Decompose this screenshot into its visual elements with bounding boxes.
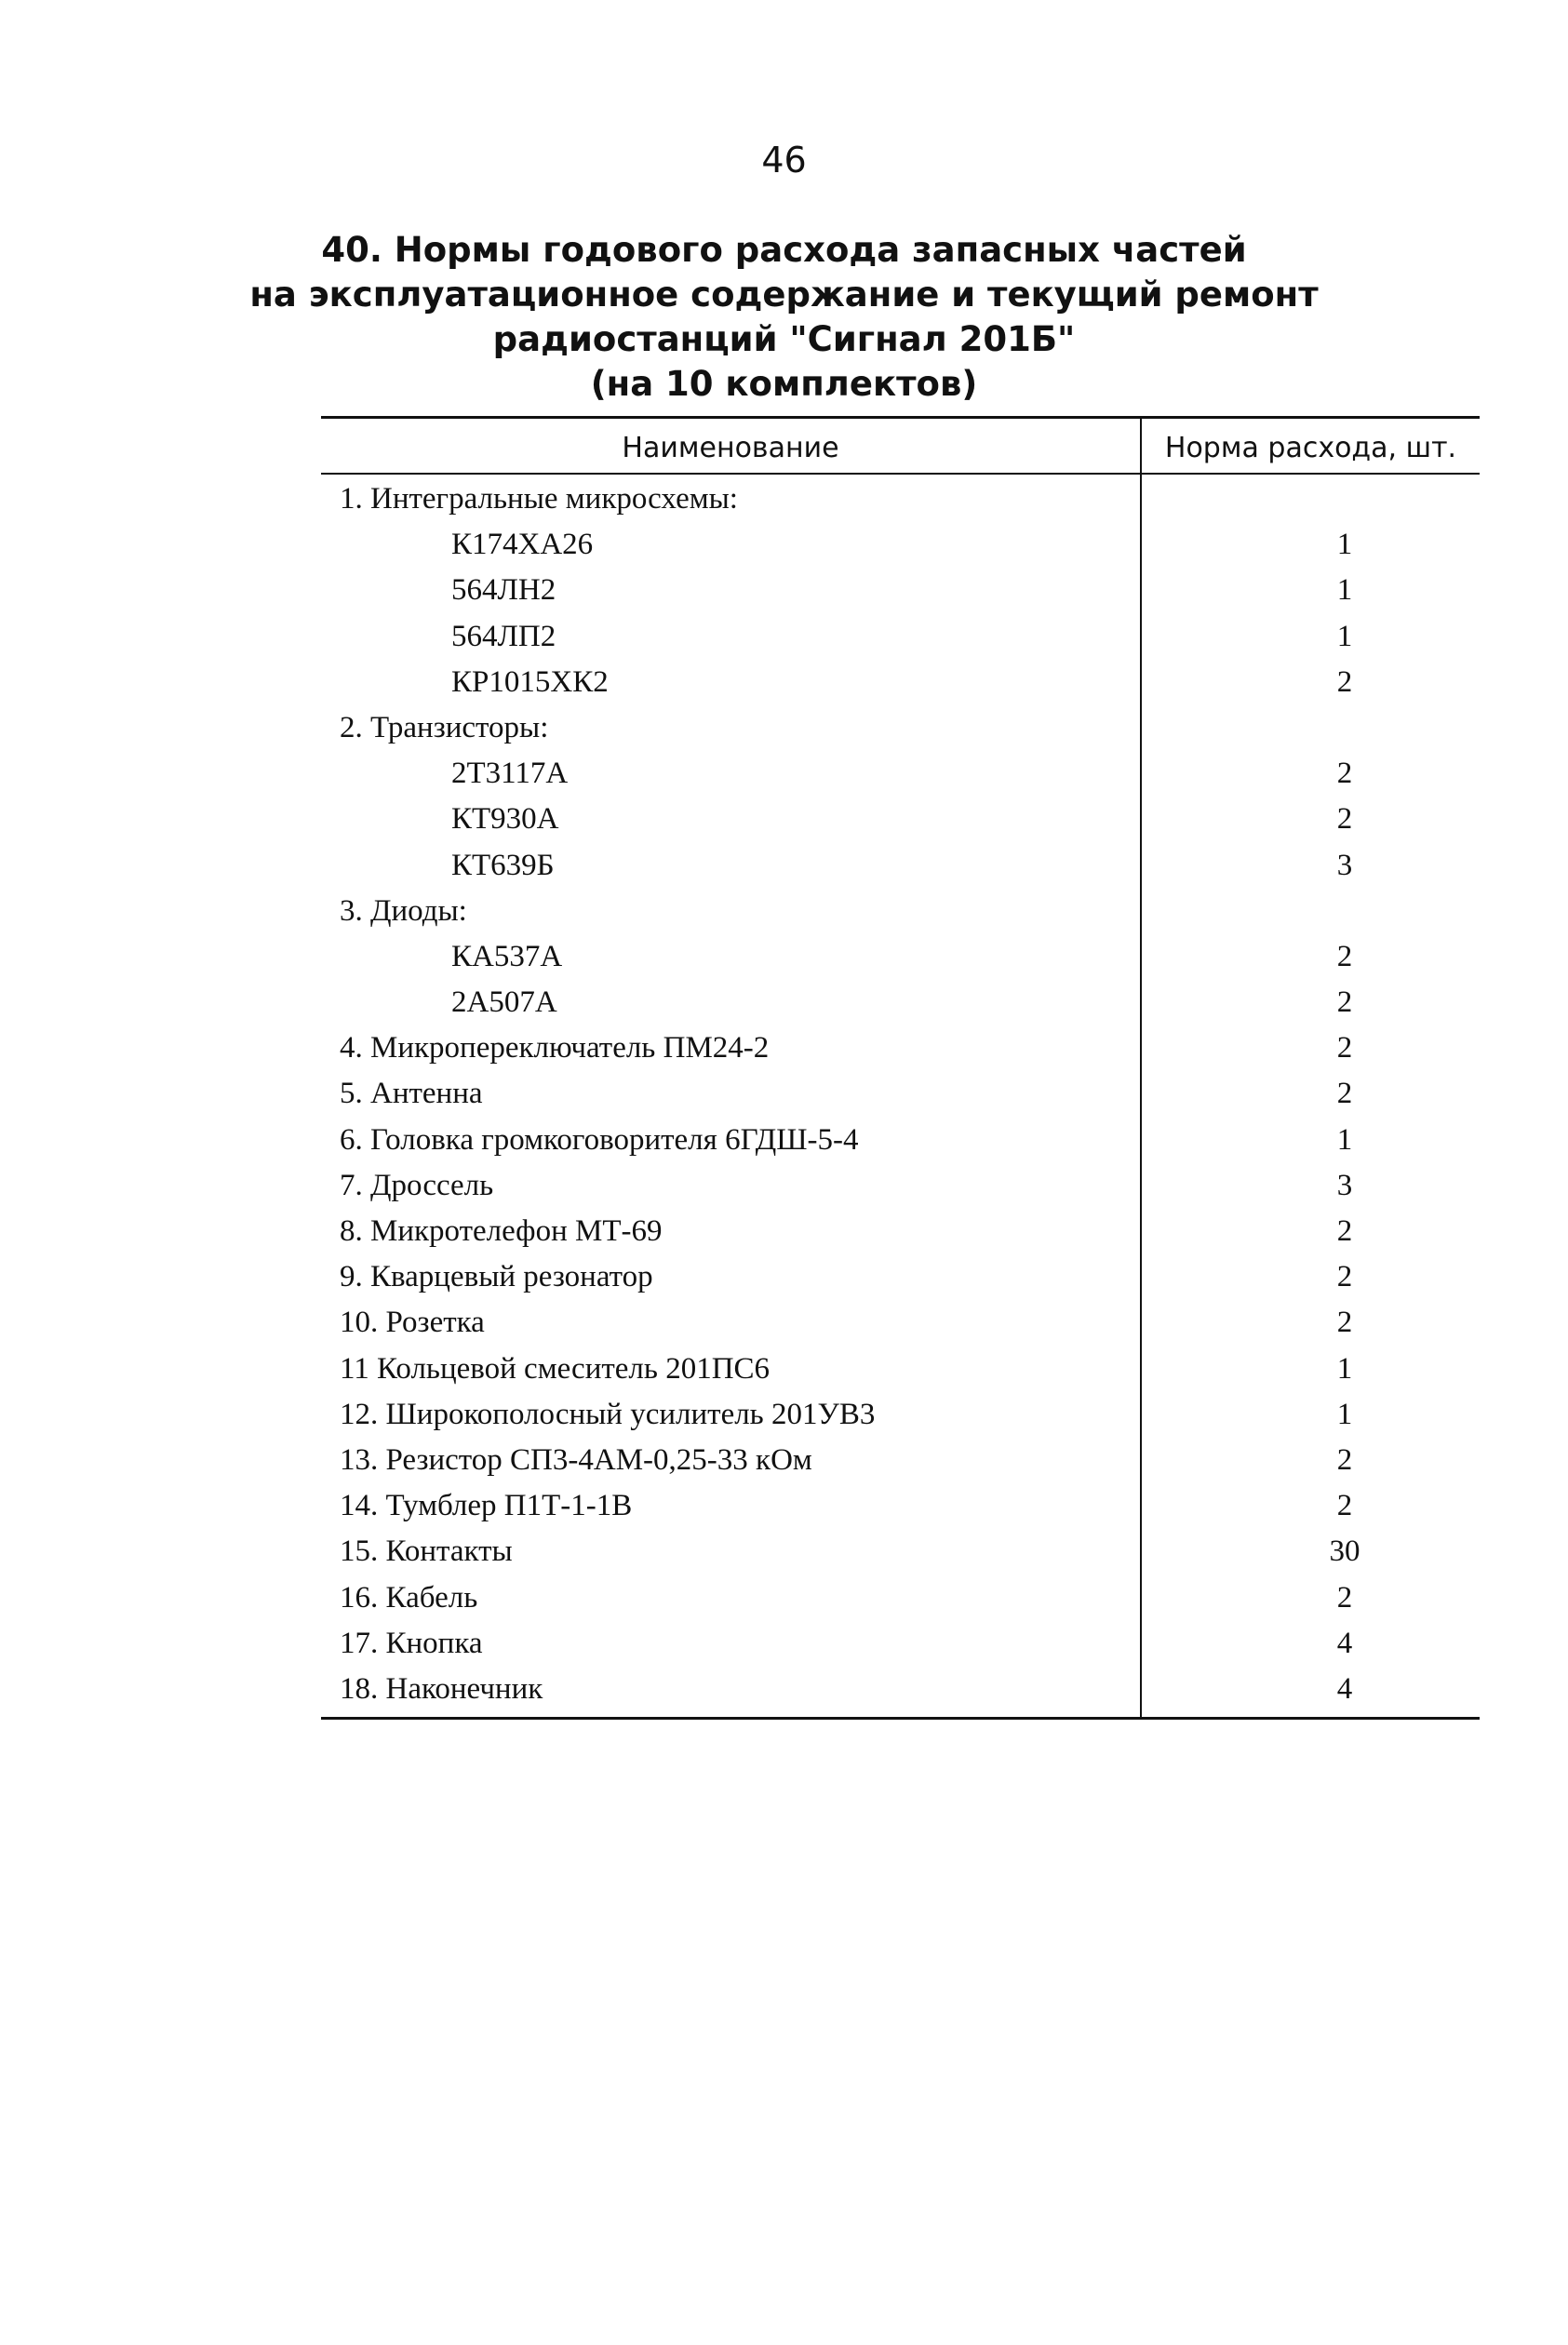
row-norm: 4 (1336, 1626, 1353, 1660)
row-norm: 2 (1336, 985, 1353, 1020)
row-name: 18. Наконечник (340, 1671, 543, 1706)
row-norm: 2 (1336, 1031, 1353, 1065)
row-name: 11 Кольцевой смеситель 201ПС6 (340, 1351, 771, 1386)
title-line-4: (на 10 комплектов) (590, 364, 978, 404)
row-norm: 1 (1336, 1397, 1353, 1431)
table-row (321, 1209, 1480, 1254)
table-row (321, 889, 1480, 934)
table-row (321, 1300, 1480, 1346)
row-norm: 1 (1336, 573, 1353, 608)
spare-parts-table (321, 416, 1480, 1720)
row-name: 17. Кнопка (340, 1626, 483, 1660)
row-norm: 3 (1336, 1168, 1353, 1202)
table-row (321, 522, 1480, 568)
row-name: 5. Антенна (340, 1077, 483, 1111)
table-row (321, 614, 1480, 660)
table-row (321, 1118, 1480, 1163)
row-name: 2. Транзисторы: (340, 710, 549, 744)
title-line-2: на эксплуатационное содержание и текущий ремонт (249, 275, 1319, 315)
row-name: 14. Тумблер П1Т-1-1В (340, 1489, 633, 1523)
table-row (321, 980, 1480, 1025)
row-name: 8. Микротелефон МТ-69 (340, 1214, 663, 1248)
row-name: 12. Широкополосный усилитель 201УВ3 (340, 1397, 876, 1431)
row-norm: 30 (1329, 1534, 1360, 1569)
row-norm: 1 (1336, 1351, 1353, 1386)
row-name: 2А507А (451, 985, 557, 1020)
row-name: КТ930А (451, 802, 559, 837)
table-row (321, 1621, 1480, 1667)
table-row (321, 797, 1480, 842)
row-name: 10. Розетка (340, 1306, 485, 1340)
table-row (321, 568, 1480, 613)
row-norm: 2 (1336, 939, 1353, 973)
row-norm: 2 (1336, 1306, 1353, 1340)
row-name: 1. Интегральные микросхемы: (340, 482, 738, 516)
row-name: КА537А (451, 939, 563, 973)
row-norm: 3 (1336, 848, 1353, 882)
row-norm: 2 (1336, 1077, 1353, 1111)
row-name: 15. Контакты (340, 1534, 513, 1569)
page-number: 46 (761, 140, 807, 181)
row-name: КТ639Б (451, 848, 555, 882)
row-name: 7. Дроссель (340, 1168, 494, 1202)
table-row (321, 1438, 1480, 1483)
table-row (321, 1163, 1480, 1209)
row-norm: 1 (1336, 619, 1353, 653)
row-name: 13. Резистор СП3-4АМ-0,25-33 кОм (340, 1442, 812, 1477)
table-header (321, 419, 1480, 475)
row-name: 16. Кабель (340, 1580, 478, 1615)
table-row (321, 1025, 1480, 1071)
table-row (321, 476, 1480, 522)
title-line-3: радиостанций "Сигнал 201Б" (492, 319, 1076, 359)
row-norm: 2 (1336, 664, 1353, 699)
table-row (321, 705, 1480, 751)
table-row (321, 1347, 1480, 1392)
table-row (321, 1071, 1480, 1117)
row-norm: 2 (1336, 1489, 1353, 1523)
row-norm: 1 (1336, 528, 1353, 562)
table-row (321, 1575, 1480, 1621)
row-norm: 2 (1336, 1260, 1353, 1294)
table-row (321, 1667, 1480, 1712)
row-name: 4. Микропереключатель ПМ24-2 (340, 1031, 770, 1065)
table-row (321, 1392, 1480, 1438)
table-row (321, 1483, 1480, 1529)
row-name: 3. Диоды: (340, 893, 467, 928)
row-norm: 2 (1336, 1442, 1353, 1477)
row-norm: 2 (1336, 802, 1353, 837)
header-name: Наименование (622, 432, 839, 464)
row-name: 2Т3117А (451, 757, 569, 791)
row-name: 564ЛП2 (451, 619, 556, 653)
row-norm: 2 (1336, 757, 1353, 791)
table-row (321, 934, 1480, 980)
table-row (321, 660, 1480, 705)
row-name: КР1015ХК2 (451, 664, 609, 699)
row-norm: 2 (1336, 1214, 1353, 1248)
row-norm: 4 (1336, 1671, 1353, 1706)
row-norm: 1 (1336, 1122, 1353, 1157)
table-row (321, 751, 1480, 797)
row-name: 564ЛН2 (451, 573, 556, 608)
table-title (0, 228, 1568, 407)
table-row (321, 843, 1480, 889)
row-name: К174ХА26 (451, 528, 594, 562)
row-name: 6. Головка громкоговорителя 6ГДШ-5-4 (340, 1122, 859, 1157)
title-line-1: 40. Нормы годового расхода запасных частей (321, 230, 1247, 270)
row-name: 9. Кварцевый резонатор (340, 1260, 653, 1294)
table-row (321, 1529, 1480, 1574)
table-body (321, 476, 1480, 1712)
table-row (321, 1254, 1480, 1300)
row-norm: 2 (1336, 1580, 1353, 1615)
header-norm: Норма расхода, шт. (1164, 432, 1457, 464)
